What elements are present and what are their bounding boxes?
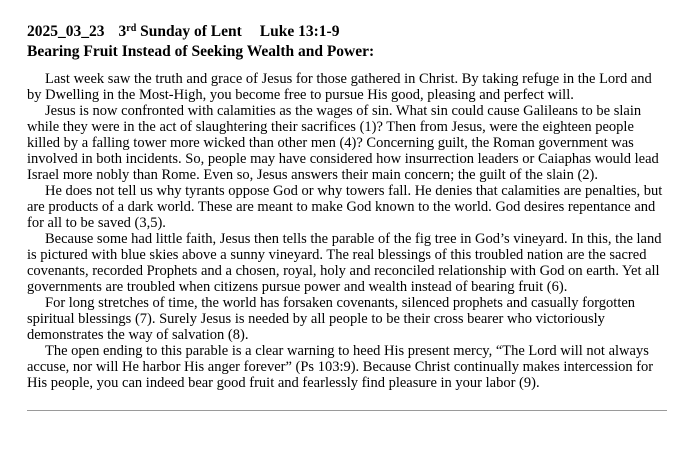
paragraph-2: Jesus is now confronted with calamities as the wages of sin. What sin could cause Galileans to be slain while they were in the act of slaughtering their sacrifices (1)? Then from Jesus, were the eighteen people killed by a falling tower more wicked than other men (4)? Concerning guilt, the Roman government was involved in both incidents. So, people may have considered how insurrection leaders or Caiaphas would lead Israel more nobly than Rome. Even so, Jesus answers their main concern; the guilt of the slain (2). [27,103,659,183]
paragraph-1: Last week saw the truth and grace of Jesus for those gathered in Christ. By taking refuge in the Lord and by Dwelling in the Most-High, you become free to pursue His good, pleasing and perfect will. [27,71,652,103]
ordinal-suffix: rd [126,23,137,34]
paragraph-5: For long stretches of time, the world has forsaken covenants, silenced prophets and casually forgotten spiritual blessings (7). Surely Jesus is needed by all people to be their cross bearer who victoriously demonstrates the way of salvation (8). [27,295,636,343]
article-title: Bearing Fruit Instead of Seeking Wealth and Power: [27,43,375,60]
ordinal-number: 3 [118,23,127,40]
bulletin-article [27,22,667,391]
header-line [27,22,667,42]
paragraph-6: The open ending to this parable is a clear warning to heed His present mercy, “The Lord will not always accuse, nor will He harbor His anger forever” (Ps 103:9). Because Christ continually makes intercession for His people, you can indeed bear good fruit and fearlessly find pleasure in your labor (9). [27,343,654,391]
date-label: 2025_03_23 [27,23,105,40]
occasion-label [119,23,242,40]
paragraph-3: He does not tell us why tyrants oppose God or why towers fall. He denies that calamities are penalties, but are products of a dark world. These are meant to make God known to the world. God desires repentance and for all to be saved (3,5). [27,183,663,231]
bottom-divider [27,410,667,411]
scripture-reference: Luke 13:1-9 [259,23,340,40]
occasion-text: Sunday of Lent [140,23,242,40]
paragraph-4: Because some had little faith, Jesus then tells the parable of the fig tree in God’s vineyard. In this, the land is pictured with blue skies above a sunny vineyard. The real blessings of this troubled nation are the sacred covenants, recorded Prophets and a chosen, royal, holy and reconciled relationship with God on earth. Yet all governments are troubled when citizens pursue power and wealth instead of bearing fruit (6). [27,231,662,295]
article-body [27,71,667,391]
